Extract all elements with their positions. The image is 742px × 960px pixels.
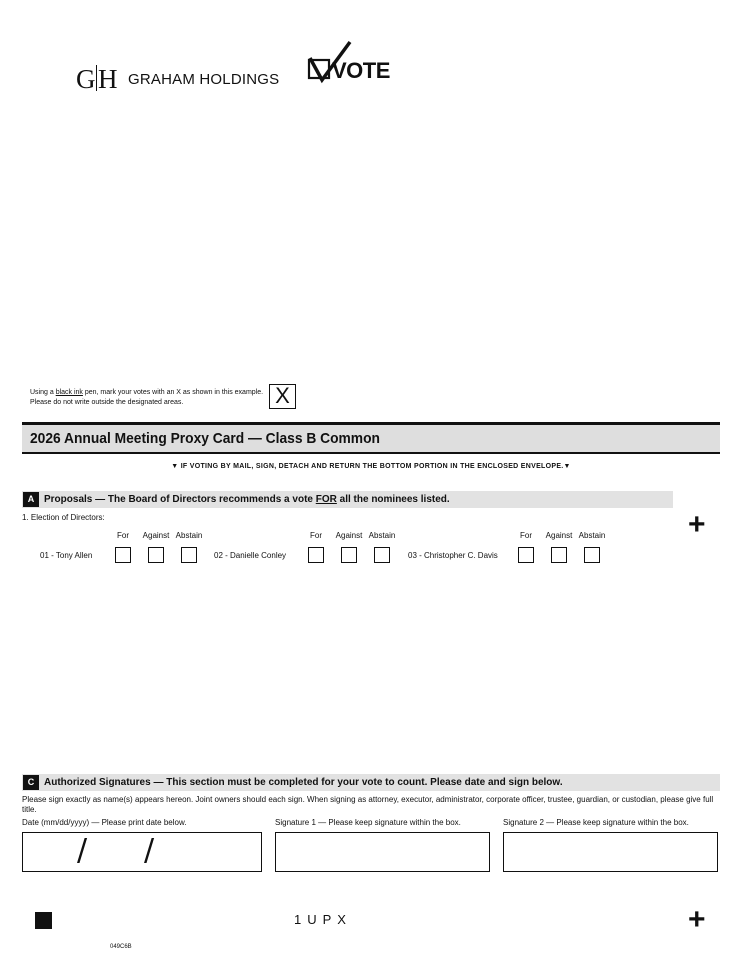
nominee-label: 01 - Tony Allen	[40, 551, 93, 560]
column-header-abstain: Abstain	[368, 531, 396, 540]
marking-instructions: Using a black ink pen, mark your votes with an X as shown in this example. Please do not write outside the designated areas.	[30, 389, 264, 406]
company-name: GRAHAM HOLDINGS	[128, 71, 280, 88]
nominee-3-for-checkbox[interactable]	[518, 547, 534, 563]
nominee-1-for-checkbox[interactable]	[115, 547, 131, 563]
date-label: Date (mm/dd/yyyy) — Please print date below.	[22, 818, 187, 827]
column-header-against: Against	[335, 531, 363, 540]
date-separator: /	[144, 833, 155, 868]
detach-notice: ▼ IF VOTING BY MAIL, SIGN, DETACH AND RETURN THE BOTTOM PORTION IN THE ENCLOSED ENVELOPE.▼	[171, 463, 571, 470]
nominee-3-abstain-checkbox[interactable]	[584, 547, 600, 563]
nominee-3-against-checkbox[interactable]	[551, 547, 567, 563]
nominee-1-abstain-checkbox[interactable]	[181, 547, 197, 563]
date-field[interactable]	[22, 832, 262, 872]
signature-instructions: Please sign exactly as name(s) appears hereon. Joint owners should each sign. When signing as attorney, executor, administrator, corporate officer, trustee, guardian, or custodian, please give full title.	[22, 795, 714, 814]
signature-2-label: Signature 2 — Please keep signature within the box.	[503, 818, 689, 827]
company-logo-monogram: G H	[76, 64, 117, 94]
registration-plus-mark: +	[688, 903, 706, 936]
form-small-code: 049C6B	[110, 944, 132, 950]
section-c-letter: C	[23, 775, 39, 790]
nominee-2-against-checkbox[interactable]	[341, 547, 357, 563]
signature-2-field[interactable]	[503, 832, 718, 872]
nominee-label: 03 - Christopher C. Davis	[408, 551, 498, 560]
nominee-label: 02 - Danielle Conley	[214, 551, 287, 560]
form-code: 1UPX	[294, 912, 352, 927]
nominee-1-against-checkbox[interactable]	[148, 547, 164, 563]
election-item-label: 1. Election of Directors:	[22, 513, 105, 522]
card-title: 2026 Annual Meeting Proxy Card — Class B Common	[30, 430, 380, 447]
signature-1-label: Signature 1 — Please keep signature within the box.	[275, 818, 461, 827]
vote-logo-text: VOTE	[332, 58, 390, 83]
registration-plus-mark: +	[688, 508, 706, 541]
column-header-abstain: Abstain	[578, 531, 606, 540]
column-header-for: For	[520, 531, 532, 540]
section-c-title: Authorized Signatures — This section must be completed for your vote to count. Please date and sign below.	[44, 777, 563, 788]
nominee-2-for-checkbox[interactable]	[308, 547, 324, 563]
example-mark-box: X	[269, 384, 296, 409]
column-header-for: For	[117, 531, 129, 540]
date-separator: /	[77, 833, 88, 868]
column-header-against: Against	[545, 531, 573, 540]
column-header-abstain: Abstain	[175, 531, 203, 540]
registration-square-mark	[35, 912, 52, 929]
column-header-against: Against	[142, 531, 170, 540]
column-header-for: For	[310, 531, 322, 540]
section-a-letter: A	[23, 492, 39, 507]
signature-1-field[interactable]	[275, 832, 490, 872]
section-a-title: Proposals — The Board of Directors recommends a vote FOR all the nominees listed.	[44, 494, 450, 505]
nominee-2-abstain-checkbox[interactable]	[374, 547, 390, 563]
